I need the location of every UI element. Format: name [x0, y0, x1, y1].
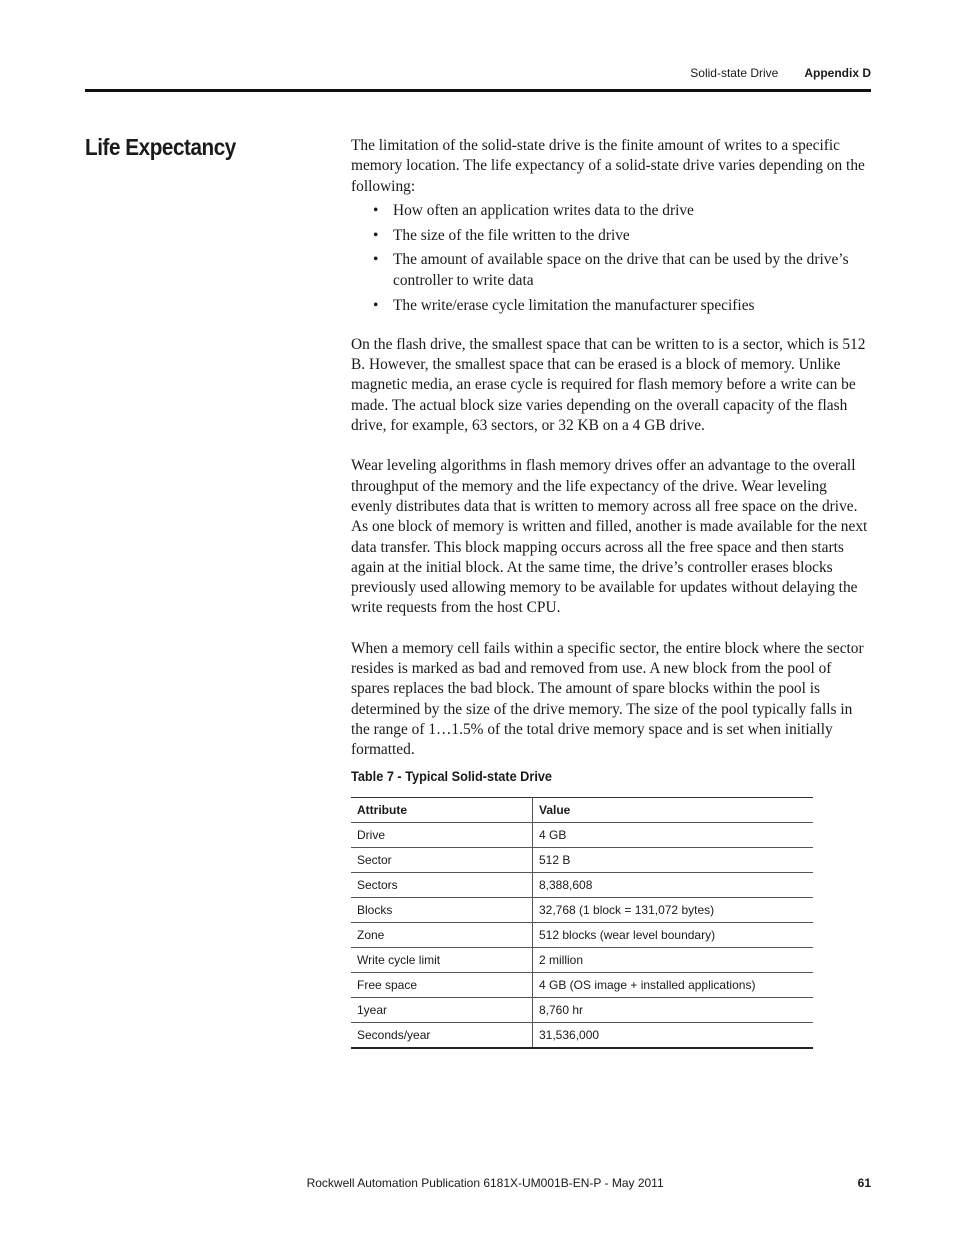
paragraph-intro: The limitation of the solid-state drive is the finite amount of writes to a specific memory location. The life expectancy of a solid-state drive varies depending on the following: — [351, 137, 865, 195]
table-row — [351, 947, 813, 972]
table-caption: Table 7 - Typical Solid-state Drive — [351, 768, 553, 784]
list-item-text: The amount of available space on the drive that can be used by the drive’s controller to write data — [393, 251, 849, 289]
value-cell: 512 blocks (wear level boundary) — [533, 922, 814, 947]
value-cell: 32,768 (1 block = 131,072 bytes) — [533, 897, 814, 922]
running-header — [690, 66, 871, 80]
bullet-icon: • — [373, 201, 379, 219]
list-item-text: The write/erase cycle limitation the manufacturer specifies — [393, 296, 755, 314]
list-item-text: The size of the file written to the drive — [393, 226, 630, 244]
header-section-name: Solid-state Drive — [690, 66, 779, 80]
value-cell: 31,536,000 — [533, 1022, 814, 1048]
attribute-cell: Seconds/year — [351, 1022, 533, 1048]
table-row — [351, 897, 813, 922]
list-item — [351, 226, 871, 246]
section-title: Life Expectancy — [85, 134, 236, 160]
table-row — [351, 997, 813, 1022]
column-header-attribute: Attribute — [351, 797, 533, 822]
table-row — [351, 922, 813, 947]
paragraph-wear-leveling: Wear leveling algorithms in flash memory drives offer an advantage to the overall throughput of the memory and the life expectancy of the drive. Wear leveling evenly distributes data that is written to memory across all free space on the drive. As one block of memory is written and filled, another is made available for the next data transfer. This block mapping occurs across all the free space and then starts again at the initial block. At the same time, the drive’s controller erases blocks previously used allowing memory to be available for updates without delaying the write requests from the host CPU. — [351, 457, 868, 617]
table-row — [351, 972, 813, 997]
attribute-cell: Blocks — [351, 897, 533, 922]
attribute-cell: Write cycle limit — [351, 947, 533, 972]
bullet-icon: • — [373, 226, 379, 244]
attribute-cell: Free space — [351, 972, 533, 997]
list-item-text: How often an application writes data to the drive — [393, 201, 694, 219]
column-header-value: Value — [533, 797, 814, 822]
value-cell: 2 million — [533, 947, 814, 972]
list-item — [351, 201, 871, 221]
value-cell: 4 GB — [533, 822, 814, 847]
attribute-cell: Sector — [351, 847, 533, 872]
table-row — [351, 872, 813, 897]
publication-info: Rockwell Automation Publication 6181X-UM001B-EN-P - May 2011 — [306, 1176, 664, 1190]
page-footer — [307, 1176, 871, 1190]
table-row — [351, 822, 813, 847]
drive-spec-table — [351, 797, 813, 1049]
attribute-cell: Zone — [351, 922, 533, 947]
main-content — [351, 136, 871, 1049]
list-item — [351, 296, 871, 316]
list-item — [351, 250, 871, 291]
bullet-icon: • — [373, 296, 379, 314]
header-appendix-label: Appendix D — [804, 66, 871, 80]
factor-list — [351, 201, 871, 316]
attribute-cell: Drive — [351, 822, 533, 847]
paragraph-bad-block: When a memory cell fails within a specific sector, the entire block where the sector resides is marked as bad and removed from use. A new block from the pool of spares replaces the bad block. The amount of spare blocks within the pool is determined by the size of the drive memory. The size of the pool typically falls in the range of 1…1.5% of the total drive memory space and is set when initially formatted. — [351, 639, 864, 759]
table-row — [351, 847, 813, 872]
table-row — [351, 1022, 813, 1048]
value-cell: 512 B — [533, 847, 814, 872]
attribute-cell: Sectors — [351, 872, 533, 897]
page-number: 61 — [857, 1176, 871, 1190]
paragraph-sector: On the flash drive, the smallest space that can be written to is a sector, which is 512 B. However, the smallest space that can be erased is a block of memory. Unlike magnetic media, an erase cycle is required for flash memory before a write can be made. The actual block size varies depending on the overall capacity of the flash drive, for example, 63 sectors, or 32 KB on a 4 GB drive. — [351, 335, 866, 435]
table-header-row — [351, 797, 813, 822]
attribute-cell: 1year — [351, 997, 533, 1022]
value-cell: 8,760 hr — [533, 997, 814, 1022]
bullet-icon: • — [373, 251, 379, 269]
value-cell: 4 GB (OS image + installed applications) — [533, 972, 814, 997]
value-cell: 8,388,608 — [533, 872, 814, 897]
header-rule — [85, 89, 871, 92]
